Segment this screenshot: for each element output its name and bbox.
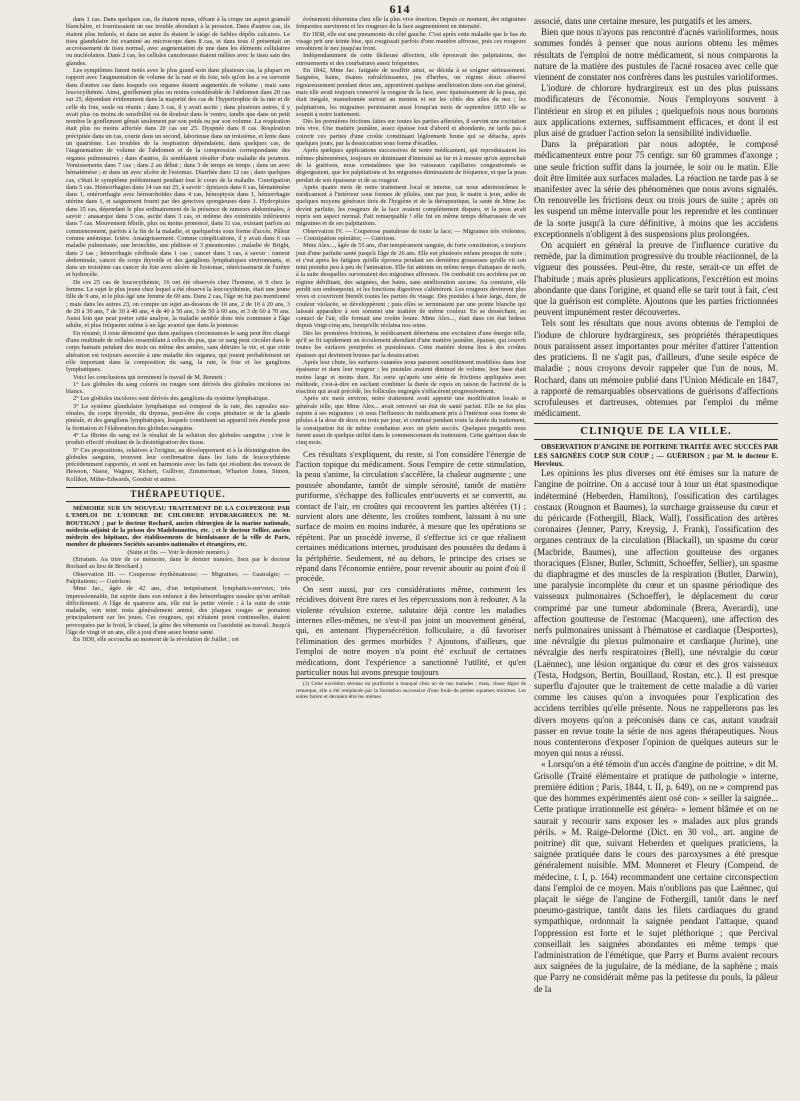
paragraph: dans 1 cas. Dans quelques cas, ils étaient mous, offrant à la coupe un aspect granulé blanchâtre, et fournissaient un suc trouble abondant à la pression. Dans d'autres cas, ils étaient plus indurés, et dans un autre ils étaient le siége de faibles dépôts calcaires. Le tissu glandulaire fut examiné au microscope dans 8 cas, et dans tous il présentait un accroissement de tissu normal, avec augmentation de une dans les éléments cellulaires ou nucléolaires. Dans 2 cas, les cellules cancéreuses étaient mêlées avec le tissu sain des glandes. <box>66 16 290 67</box>
section-title-therapeutique: THÉRAPEUTIQUE. <box>66 487 290 502</box>
paragraph: événement détermina chez elle la plus vive émotion. Depuis ce moment, des migraines fréquentes survinrent et les rougeurs de la face augmentèrent en intensité. <box>296 16 526 31</box>
page-number: 614 <box>389 2 411 16</box>
section-title-clinique: CLINIQUE DE LA VILLE. <box>534 423 778 440</box>
paragraph: Dans la préparation par nous adoptée, le composé médicamenteux entre pour 75 centigr. sur 60 grammes d'axonge ; une seule friction suffit dans la journée, le soir ou le matin. Elle doit être limitée aux surfaces malades. La réaction ne tarde pas à se manifester avec la série des phénomènes que nous avons signalés. On renouvelle les frictions deux ou trois jours de suite ; après on les suspend un même intervalle pour les reprendre et les continuer de la sorte jusqu'à la cure définitive, à moins que les accidens exceptionnels n'obligent à des suspensions plus prolongées. <box>534 139 778 239</box>
paragraph: De ces 25 cas de leucocythémie, 16 ont été observés chez l'homme, et 9 chez la femme. Le sujet le plus jeune chez lequel a été observé la leucocythémie, était une jeune fille de 9 ans, et le plus âgé une femme de 69 ans. Dans 2 cas, l'âge ne fut pas mentionné ; mais dans les autres 23, on compte un sujet au-dessous de 10 ans, 2 de 10 à 20 ans, 3 de 20 à 30 ans, 7 de 30 à 40 ans, 4 de 40 à 50 ans, 3 de 50 à 60 ans, et 3 de 60 à 70 ans. Aussi loin que peut porter cette analyse, la maladie semble donc très commune à l'âge adulte, et plus fréquente même à un âge avancé que dans la jeunesse. <box>66 278 290 330</box>
paragraph: Après six mois environ, notre traitement avait apporté une modification locale et générale telle, que Mme Alex... avait retrouvé un état de santé parfait. Elle ne fut plus sujette à ses migraines ; et sous l'influence du médicament pris à l'intérieur sous forme de pilules à la dose de deux ou trois par jour, et continué pendant toute la durée du traitement, la constipation fut de même combattue avec un plein succès. Quelques purgatifs nous furent aussi de quelque utilité dans le commencement du traitement. Cette guérison date de cinq mois. <box>296 395 526 447</box>
observation-heading: Observation III. — Couperose érythémateuse; — Migraines; — Gastralgie; — Palpitations; — Guérison. <box>66 570 290 585</box>
paragraph: En résumé, il reste démontré que dans quelques circonstances le sang peut être chargé d'une multitude de cellules ressemblant à celles du pus, que ce sang peut circuler dans le corps humain pendant des mois ou même des années, sans détruire la vie, et que cette altération est toujours associée à une maladie des organes, qui jouent probablement un rôle important dans la composition du sang, la rate, le foie et les ganglions lymphatiques. <box>66 329 290 374</box>
paragraph: 5° Ces propositions, relatives à l'origine, au développement et à la désintégration des globules sanguins, trouvent leur confirmation dans les faits de leucocythémie précédemment rapportés, et sont en harmonie avec les faits qui résultent des travaux de Hewson, Nasse, Wagner, Richert, Gulliver, Zimmerman, Wharton Jones, Simon, Kolliker, Milne-Edwards, Goodsir et autres. <box>66 446 290 483</box>
paragraph: L'iodure de chlorure hydrargireux est un des plus puissans modificateurs de l'économie. Nous l'employons souvent à l'intérieur en sirop et en pilules ; quelquefois nous nous bornons aux applications externes, suffisamment efficaces, et dont il est plus aisé de graduer l'action selon la sensibilité individuelle. <box>534 83 778 139</box>
footnote: (1) Cette excrétion séreuse ou puriforme a manqué chez un de nos malades ; mais, chose digne de remarque, elle a été remplacée par la formation successive d'une foule de petites squames minimes. Les suites furent et devaient être les mêmes. <box>296 678 526 700</box>
paragraph: Voici les conclusions qui terminent le travail de M. Bennett : <box>73 373 226 381</box>
paragraph: Dès les premières frictions faites sur toutes les parties affectées, il survint une excitation très vive. Une matière jaunâtre, assez épaisse tout d'abord et abondante, ne tarda pas à couvrir ces parties d'une croûte constituant légèrement brune qui se détacha, après quelques jours, par la dessiccation sous forme d'écailles. <box>296 118 526 148</box>
column-left <box>66 16 290 1094</box>
paragraph: (Erratum. Au titre de ce mémoire, dans le dernier numéro, lisez par le docteur Rochard au lieu de Brochard.) <box>66 556 290 571</box>
paragraph: Les symptômes furent notés avec le plus grand soin dans plusieurs cas, la plupart en rapport avec l'augmentation de volume de la rate et du foie, tels qu'on les a vu survenir dans d'autres cas dans lesquels ces organes étaient augmentés de volume ; mais sans leucocythémie. Ainsi, gonflement plus ou moins considérable de l'abdomen dans 20 cas sur 25, dépendant évidemment dans la majorité des cas de l'hypertrophie de la rate et de celle du foie, seule ou réunie ; dans 5 cas, il y avait ascite ; dans plusieurs autres, il y avait plus ou moins de sensibilité ou de douleur dans le ventre, tandis que dans un petit nombre le gonflement gênait seulement par son poids ou par son volume. La respiration était plus ou moins affectée dans 20 cas sur 25. Dyspnée dans 8 cas. Respiration précipitée dans un cas, courte dans un second, laborieuse dans un troisième, et lente dans un quatrième. Les troubles de la respiration dépendaient, dans quelques cas, de l'augmentation de volume de l'abdomen et de la compression correspondante des organes pulmonaires ; dans d'autres, ils semblaient résulter d'une maladie du poumon. Vomissements dans 7 cas ; dans 2 au début ; dans 3 de temps en temps ; dans un avec hématémèse ; et dans un avec ulcère de l'estomac. Diarrhée dans 12 cas ; dans quelques cas, c'était le symptôme prédominant pendant tout le cours de la maladie. Constipation dans 5 cas. Hémorrhagies dans 14 cas sur 25, à savoir : épistaxis dans 6 cas, hématémèse dans 1, entérorrhagie avec hémorrhoïdes dans 4 cas, hémoptysie dans 1, hémorrhagie utérine dans 1, et saignement fourni par des gencives spongieuses dans 1. Hydropisies dans 15 cas, dépendant le plus ordinairement de la présence de tumeurs abdominales, à savoir : anasarque dans 3 cas, ascite dans 3 cas, et œdème des extrémités inférieures dans 7 cas. Mouvement fébrile, plus ou moins prononcé, dans 11 cas, existant parfois au commencement, parfois à la fin de la maladie, et quelquefois sous forme d'accès. Pâleur comme anémique. Ictère. Amaigrissement. Comme complications, il y avait dans 6 cas maladie pulmonaire, une bronchite, une phthisie et 3 pneumonies ; maladie de Bright, dans 2 cas ; hémorrhagie cérébrale dans 1 cas ; cancer dans 3 cas, à savoir : tumeur abdominale, cancer du corps thyroïde et des ganglions lymphatiques environnants, et dans un troisième cas cancer du foie avec ulcère de l'estomac, rétrécissement de l'urètre et hydrocèle. <box>66 67 290 279</box>
paragraph: Les opinions les plus diverses ont été émises sur la nature de l'angine de poitrine. On a accusé tour à tour un état spasmodique indéterminé (Heberden, Hamilton), l'ossification des cartilages costaux (Rougnon et Baumes), la surcharge graisseuse du cœur et du péricarde (Fothergill, Black, Wall), l'ossification des artères coronaires (Jenner, Parry, Kreysig, J. Frank), l'ossification des organes centraux de la circulation (Blackall), un spasme du cœur (Macbride, Baumes), une affection goutteuse des organes thoraciques (Elsner, Butler, Schmitt, Schoeffer, Sellier), un spasme du diaphragme et des muscles de la respiration (Butler, Darwin), une paralysie incomplète du cœur et un spasme périodique des vaisseaux pulmonaires (Schoeffer), le déplacement du cœur comprimé par une tumeur abdominale (Brera, Averardi), une affection goutteuse de l'estomac (Macqueen), une affection des nerfs pulmonaires unissant à l'hématose et cardiaque (Desportes), une névralgie du plexus pulmonaire et cardiaque (Jurine), une névralgie des nerfs respiratoires (Bell), une névralgie du cœur (Laënnec), une lésion organique du cœur et des gros vaisseaux (Testa, Hodgson, Bertin, Bouillaud, Rostan, etc.). Il est presque superflu d'ajouter que le traitement de cette maladie a dû varier comme les causes qu'on a invoquées pour l'explication des accidens terribles qu'elle présente. Nous ne rappellerons pas les divers moyens qu'on a préconisés dans ce cas, autant vaudrait passer en revue toute la série de nos agens thérapeutiques. Nous nous contenterons d'exposer l'opinion de quelques auteurs sur le moyen qui nous a réussi. <box>534 468 778 759</box>
paragraph: Après quelques applications successives de notre médicament, qui reproduisaient les mêmes phénomènes, toujours en diminuant d'intensité au fur et à mesure qu'on approchait de la guérison, nous constatâmes que les vaisseaux capillaires congestionnés se dégorgeaient, que les palpitations et les migraines diminuaient de fréquence, et que la peau perdait de son épaisseur et de sa rougeur. <box>296 147 526 184</box>
paragraph: Ces résultats s'expliquent, du reste, si l'on considère l'énergie de l'action topique du médicament. Sous l'empire de cette stimulation, la peau s'anime, la circulation s'accélère, la chaleur augmente ; une poussée abondante, tantôt de simple sérosité, tantôt de matière puriforme, s'échappe des follicules entr'ouverts et se convertit, au contact de l'air, en croûtes qui recouvrent les parties altérées (1) ; survient alors une détente, les croûtes tombent, laissant à nu une surface de moins en moins indurée, à mesure que les opérations se répètent. Par un procédé inverse, il s'effectue ici ce que réalisent certaines médications internes, produisant des poussées du dedans à la périphérie. Seulement, né au dehors, le principe des crises se répand dans l'économie entière, pour revenir aboutir au point d'où il procède. <box>296 449 526 584</box>
article-heading: OBSERVATION D'ANGINE DE POITRINE TRAITÉE AVEC SUCCÈS PAR LES SAIGNÉES COUP SUR COUP ; — GUÉRISON ; par M. le docteur E. Hervieux. <box>534 443 778 468</box>
continuation-note: (Suite et fin. — Voir le dernier numéro.) <box>127 548 229 556</box>
article-heading: MÉMOIRE SUR UN NOUVEAU TRAITEMENT DE LA COUPEROSE PAR L'EMPLOI DE L'IODURE DE CHLORURE HYDRARGIREUX DE M. BOUTIGNY ; par le docteur Rochard, ancien chirurgien de la marine nationale, médecin-adjoint de la prison des Madelonnettes, etc. ; et le docteur Sellier, ancien médecin des hôpitaux, des établissements de bienfaisance de la ville de Paris, membre de plusieurs Sociétés savantes nationales et étrangères, etc. <box>66 505 290 549</box>
paragraph: 4° La fibrine du sang est le résultat de la solution des globules sanguins ; c'est le produit effectif résultant de la désintégration des tissus. <box>66 431 290 447</box>
paragraph: On sent aussi, par ces considérations même, comment les récidives doivent être rares et les répercussions non à redouter. A la violente révulsion externe, salutaire déjà contre les maladies internes elles-mêmes, ne s'est-il pas joint un mouvement général, qui, en amenant l'hypersécrétion folliculaire, a dû favoriser l'élimination des germes morbides ? Ajoutons, d'ailleurs, que l'emploi de notre moyen n'a point été exclusif de certaines médications, dont l'expérience a sanctionné l'utilité, et qu'en particulier nous lui avons presque toujours <box>296 584 526 678</box>
paragraph: On acquiert en général la preuve de l'influence curative du remède, par la diminution progressive du trouble réactionnel, de la vigueur des poussées. Peut-être, du reste, serait-ce un effet de l'habitude ; mais après plusieurs applications, l'excrétion est moins abondante que dans l'origine, et quand elle se tarit tout à fait, c'est que la guérison est complète. Ajoutons que les parties frictionnées peuvent impunément rester découvertes. <box>534 240 778 318</box>
paragraph: Tels sont les résultats que nous avons obtenus de l'emploi de l'iodure de chlorure hydrargireux, ses propriétés thérapeutiques nous paraissent assez importantes pour mériter d'attirer l'attention des praticiens. Il ne s'agit pas, d'ailleurs, d'une seule espèce de maladie ; nous croyons devoir rappeler que l'un de nous, M. Rochard, dans un mémoire publié dans l'Union Médicale en 1847, a rapporté de remarquables observations de guérisons d'affections scrofuleuses et dartreuses, obtenues par l'emploi du même médicament. <box>534 318 778 419</box>
paragraph: Dès les premières frictions, le médicament détermina une excitation d'une énergie telle, qu'il se fit rapidement un écoulement abondant d'une matière jaunâtre, épaisse, qui couvrit toutes les surfaces pourprées et pustuleuses. Cette matière donna lieu à des croûtes épaisses qui devinrent brunes par la dessiccation. <box>296 329 526 359</box>
paragraph: Après leur chute, les surfaces cutanées nous parurent sensiblement modifiées dans leur épaisseur et dans leur rougeur ; les pustules avaient diminué de volume, leur base était moins large et moins dure. En sorte qu'après une série de frictions appliquées avec méthode, c'est-à-dire en suchant combiner la durée de repos en raison de l'activité de la réaction qui avait précédé, les follicules engorgés s'effacèrent progressivement. <box>296 358 526 396</box>
paragraph: 3° Le système glandulaire lymphatique est composé de la rate, des capsules sus-rénales, du corps thyroïde, du thymus, peut-être du corps pituitaire et de la glande pinéale, et des ganglions lymphatiques, lesquels constituent un appareil très étendu pour la formation et l'élaboration des globules sanguins. <box>66 402 290 432</box>
paragraph: Bien que nous n'ayons pas rencontré d'acnés varioliformes, nous sommes fondés à penser que nous aurions obtenu les mêmes résultats de l'emploi de notre médicament, si nous comparons la nature de la matière des pustules de l'acné rosacea avec celle que viennent de constater nos confrères dans les pustules varioliformes. <box>534 27 778 83</box>
observation-heading: Observation IV. — Couperose pustuleuse de toute la face; — Migraines très violentes; — Constipation opiniâtre; — Guérison. <box>296 227 526 242</box>
paragraph: Mme Jac., âgée de 42 ans, d'un tempérament lymphatico-nerveux, très impressionnable, fut sujette dans son enfance à des hémorrhagies nasales qu'on arrêtait difficilement. A l'âge de quatorze ans, elle eut la petite vérole ; à la suite de cette maladie, son teint resta généralement animé, des plaques rouges se portaient principalement sur les joues. Ces rougeurs, qui n'étaient point continuelles, étaient provoquées par le froid, le chaud, la gêne des vêtements ou l'assiduité au travail. Jusqu'à l'âge de vingt et un ans, elle a joui d'une assez bonne santé. <box>66 585 290 637</box>
paragraph: 1° Les globules du sang colorés ou rouges sont dérivés des globules incolores ou blancs. <box>66 380 290 396</box>
column-right <box>534 16 778 1094</box>
paragraph: En 1842, Mme Jac. fatiguée de souffrir ainsi, se décida à se soigner sérieusement. Saignées, bains, tisanes rafraîchissantes, jus d'herbes, un régime doux observé rigoureusement pendant deux ans, apportèrent quelque amélioration dans son état général, mais elle avait toujours conservé la rougeur de la face, avec épaississement de la peau, qui était inégale, mamelonnée surtout au menton et sur les côtés des ailes du nez ; les palpitations, les migraines persistaient aussi lorsqu'au mois de septembre 1850 elle se soumit à notre traitement. <box>296 67 526 118</box>
paragraph: « Lorsqu'on a été témoin d'un accès d'angine de poitrine, » dit M. Grisolle (Traité élémentaire et pratique de pathologie » interne, première édition ; Paris, 1844, t. II, p. 649), on ne » comprend pas que des hommes expérimentés aient osé con- » seiller la saignée... Cette pratique irrationnelle est généra- » lement blâmée et on ne saurait y recourir sans exposer les » malades aux plus grands périls. » M. Raige-Delorme (Dict. en 30 vol., art. angine de poitrine) dit que, suivant Heberden et quelques praticiens, la saignée pratiquée dans le cours des paroxysmes a été presque généralement nuisible. MM. Monneret et Fleury (Compend. de médecine, t. I, p. 164) recommandent une certaine circonspection dans l'emploi de ce moyen. Mais n'oublions pas que Laënnec, qui plaçait le siége de l'angine de Fothergill, tantôt dans le nerf pneumo-gastrique, tantôt dans les filets cardiaques du grand sympathique, ordonnait la saignée pendant l'attaque, quand l'oppression est forte et le sujet pléthorique ; que Percival conseillait les saignées abondantes en même temps que l'administration de l'émétique, que Parry et Burns avaient recours aux saignées de la jugulaire, de la médiane, de la saphène ; mais que Parry ne considérait même pas la petitesse du pouls, la pâleur de la <box>534 759 778 994</box>
paragraph: Mme Alex..., âgée de 55 ans, d'un tempérament sanguin, de forte constitution, a toujours joui d'une parfaite santé jusqu'à l'âge de 26 ans. Elle eut plusieurs enfans presque de suite ; et c'est après les fatigues qu'elle éprouva pendant ses dernières grossesses qu'elle vit son teint prendre peu à peu de l'animation. Elle fut atteinte en même temps d'attaques de nerfs, à la suite desquelles survenaient des migraines affreuses. On combattit ces accidens par un régime débilitant, des saignées, des bains, sans amélioration aucune. Au contraire, elle perdit son embonpoint, et les fonctions digestives s'altérèrent. Les rougeurs devinrent plus vives et couvrirent bientôt toutes les parties du visage. Des pustules à base large, dure, de couleur violacée, se développèrent ; puis elles se terminaient par une pointe blanche qui laissait apparaître à son sommet une matière de même couleur. En se desséchant, au contact de l'air, elle formait une croûte brune. Mme Alex..., était dans cet état hideux depuis vingt-cinq ans, lorsqu'elle réclama nos soins. <box>296 242 526 330</box>
paragraph: En 1838, elle eut une pneumonie du côté gauche. C'est après cette maladie que le bas du visage prit une teinte bise, qui rougissait parfois d'une manière affreuse, puis ces rougeurs envahirent le nez jusqu'au front. <box>296 30 526 53</box>
paragraph: Indépendamment de cette fâcheuse affection, elle éprouvait des palpitations, des enrouements et des courbatures assez fréquentes. <box>296 52 526 67</box>
paragraph: 2° Les globules incolores sont dérivés des ganglions du système lymphatique. <box>73 395 270 403</box>
column-middle <box>296 16 526 1094</box>
paragraph: Après quatre mois de notre traitement local et interne, car nous administrâmes le médicament à l'intérieur sous formes de pilules, une par jour, le matin à jeun, aidée de quelques moyens généraux tirés de l'hygiène et de la thérapeutique, la santé de Mme Jac devint parfaite, les rougeurs de la face avaient complètement disparu, et la peau avait repris son aspect normal. Fait remarquable ! elle fut en même temps débarrassée de ses migraines et de ses palpitations. <box>296 183 526 228</box>
paragraph: associé, dans une certaine mesure, les purgatifs et les amers. <box>534 16 752 26</box>
paragraph: En 1830, elle accoucha au moment de la révolution de Juillet ; cet <box>73 636 239 644</box>
